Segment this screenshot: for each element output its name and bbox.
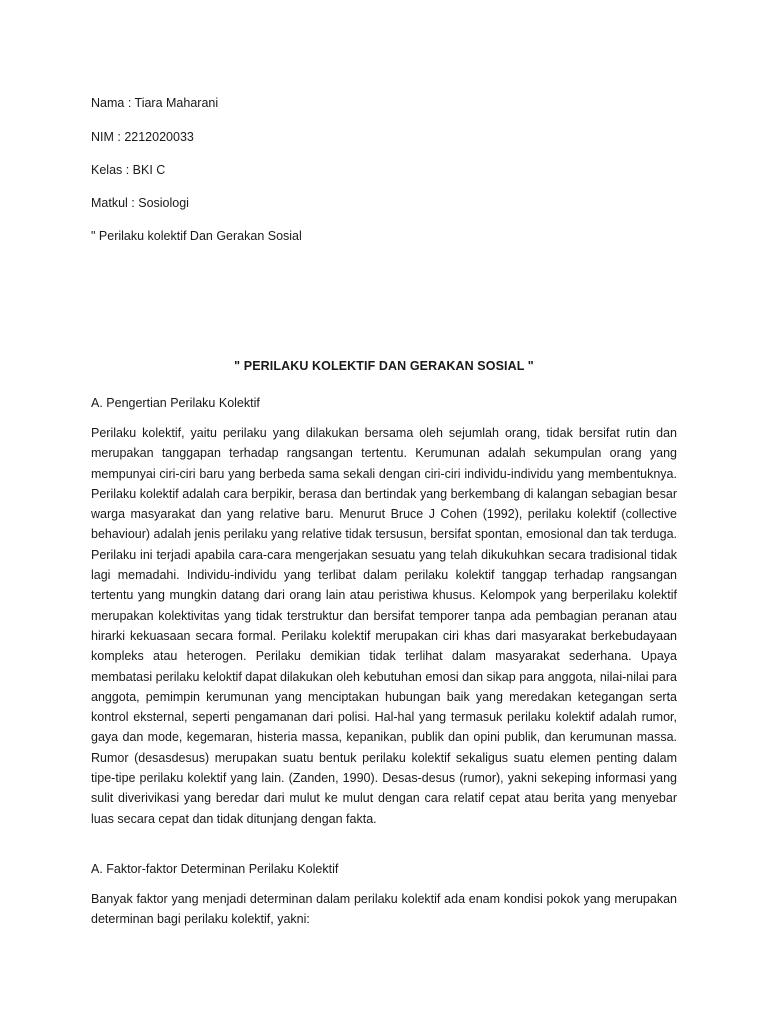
section-body-definition: Perilaku kolektif, yaitu perilaku yang dilakukan bersama oleh sejumlah orang, tidak bersifat rutin dan merupakan tanggapan terhadap rangsangan tertentu. Kerumunan adalah sekumpulan orang yang mempunyai ciri-ciri baru yang berbeda sama sekali dengan ciri-ciri individu-individu yang membentuknya. Perilaku kolektif adalah cara berpikir, berasa dan bertindak yang berkembang di kalangan sebagian besar warga masyarakat dan yang relative baru. Menurut Bruce J Cohen (1992), perilaku kolektif (collective behaviour) adalah jenis perilaku yang relative tidak tersusun, bersifat spontan, emosional dan tak terduga. Perilaku ini terjadi apabila cara-cara mengerjakan sesuatu yang telah dikukuhkan secara tradisional tidak lagi memadahi. Individu-individu yang terlibat dalam perilaku kolektif tanggap terhadap rangsangan tertentu yang mungkin datang dari orang lain atau peristiwa khusus. Kelompok yang berperilaku kolektif merupakan kolektivitas yang tidak terstruktur dan bersifat temporer tanpa ada pembagian peranan atau hirarki kekuasaan secara formal. Perilaku kolektif merupakan ciri khas dari masyarakat berkebudayaan kompleks atau heterogen. Perilaku demikian tidak terlihat dalam masyarakat sederhana. Upaya membatasi perilaku keloktif dapat dilakukan oleh kebutuhan emosi dan sikap para anggota, nilai-nilai para anggota, pemimpin kerumunan yang menciptakan hubungan baik yang meredakan ketegangan serta kontrol eksternal, seperti pengamanan dari polisi. Hal-hal yang termasuk perilaku kolektif adalah rumor, gaya dan mode, kegemaran, histeria massa, kepanikan, publik dan opini publik, dan kerumunan massa. Rumor (desasdesus) merupakan suatu bentuk perilaku kolektif sekaligus suatu elemen penting dalam tipe-tipe perilaku kolektif yang lain. (Zanden, 1990). Desas-desus (rumor), yakni sekeping informasi yang sulit diverivikasi yang beredar dari mulut ke mulut dengan cara relatif cepat atau berita yang menyebar luas secara cepat dan tidak ditunjang dengan fakta. <box>91 426 677 826</box>
section-heading-definition: A. Pengertian Perilaku Kolektif <box>91 396 260 410</box>
student-class: Kelas : BKI C <box>91 163 166 177</box>
section-body-determinants: Banyak faktor yang menjadi determinan dalam perilaku kolektif ada enam kondisi pokok yang merupakan determinan bagi perilaku kolektif, yakni: <box>91 892 677 927</box>
student-id: NIM : 2212020033 <box>91 130 194 144</box>
document-title: " PERILAKU KOLEKTIF DAN GERAKAN SOSIAL " <box>234 359 534 373</box>
student-name: Nama : Tiara Maharani <box>91 96 219 110</box>
course-name: Matkul : Sosiologi <box>91 196 189 210</box>
section-heading-determinants: A. Faktor-faktor Determinan Perilaku Kolektif <box>91 862 339 876</box>
assignment-topic: " Perilaku kolektif Dan Gerakan Sosial <box>91 229 302 243</box>
